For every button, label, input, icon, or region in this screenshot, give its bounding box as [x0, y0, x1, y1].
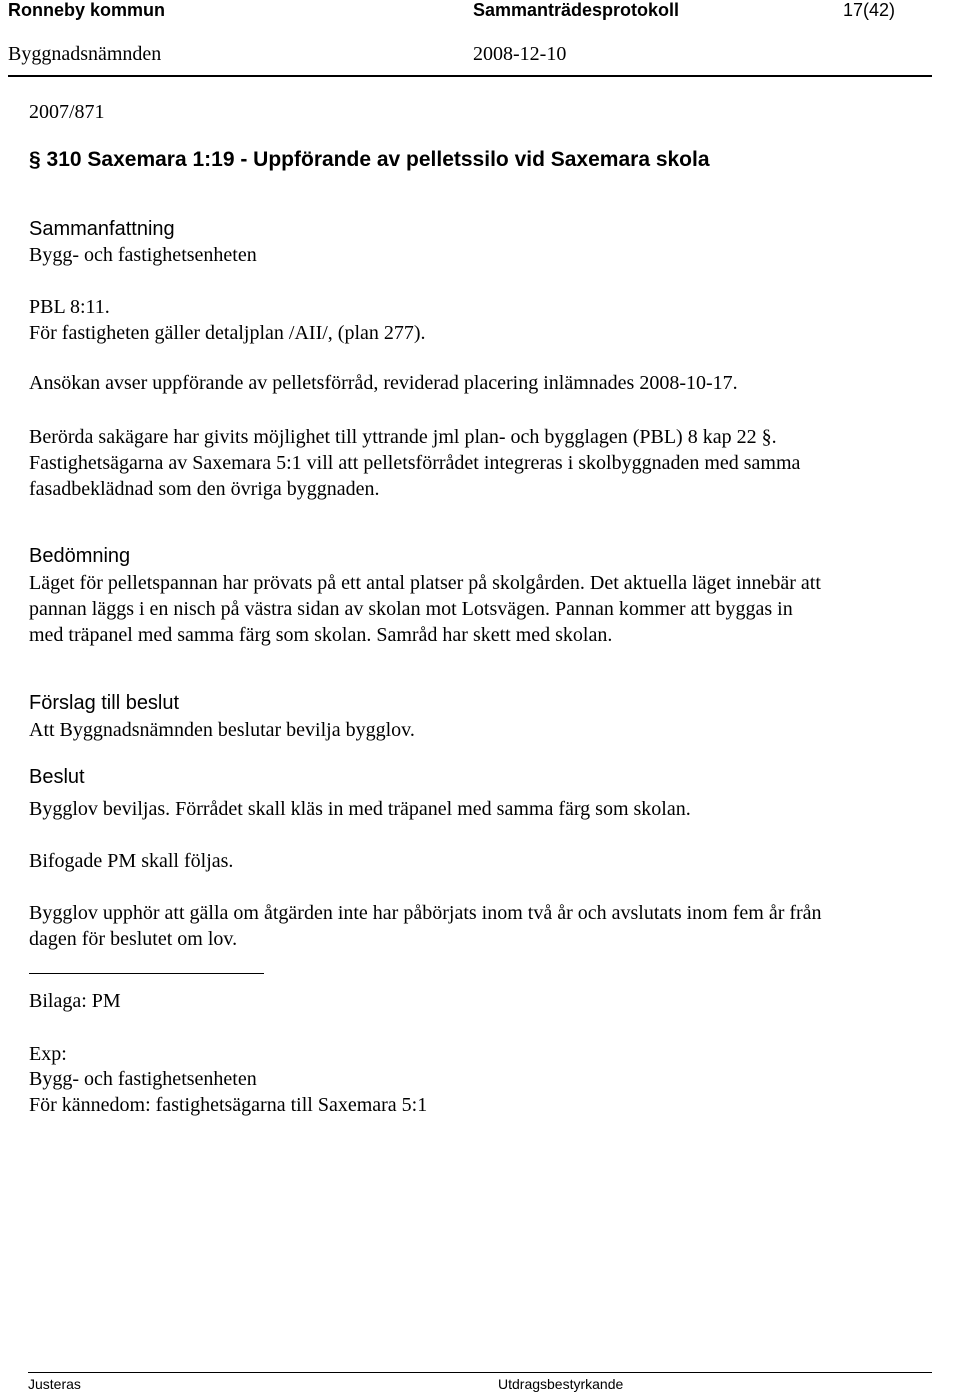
separator-line [29, 973, 264, 974]
assessment-line: med träpanel med samma färg som skolan. Samråd har skett med skolan. [29, 624, 613, 646]
proposal-text: Att Byggnadsnämnden beslutar bevilja bygglov. [29, 719, 415, 741]
decision-text: Bygglov upphör att gälla om åtgärden inte har påbörjats inom två år och avslutats inom fem år från [29, 902, 822, 924]
summary-line: Bygg- och fastighetsenheten [29, 244, 257, 266]
footer-divider [28, 1372, 932, 1373]
decision-text: Bifogade PM skall följas. [29, 850, 234, 872]
assessment-line: pannan läggs i en nisch på västra sidan av skolan mot Lotsvägen. Pannan kommer att byggas in [29, 598, 793, 620]
distribution-line: För kännedom: fastighetsägarna till Saxemara 5:1 [29, 1094, 428, 1116]
decision-text: Bygglov beviljas. Förrådet skall kläs in med träpanel med samma färg som skolan. [29, 798, 691, 820]
footer-utdragsbestyrkande: Utdragsbestyrkande [498, 1376, 624, 1392]
meeting-date: 2008-12-10 [473, 43, 567, 65]
header-divider [8, 75, 932, 77]
summary-line: Fastighetsägarna av Saxemara 5:1 vill att pelletsförrådet integreras i skolbyggnaden med samma [29, 452, 801, 474]
document-type: Sammanträdesprotokoll [473, 0, 680, 20]
sammanfattning-heading: Sammanfattning [29, 218, 175, 240]
case-title [29, 148, 710, 172]
case-reference: 2007/871 [29, 101, 105, 123]
summary-line: PBL 8:11. [29, 296, 110, 318]
page-number: 17(42) [843, 0, 896, 20]
summary-line: För fastigheten gäller detaljplan /AII/, (plan 277). [29, 322, 426, 344]
org-name: Ronneby kommun [8, 0, 166, 20]
attachment-note: Bilaga: PM [29, 990, 121, 1012]
distribution-line: Bygg- och fastighetsenheten [29, 1068, 257, 1090]
beslut-heading: Beslut [29, 766, 85, 788]
footer-justeras: Justeras [28, 1376, 81, 1392]
summary-line: fasadbeklädnad som den övriga byggnaden. [29, 478, 380, 500]
summary-line: Berörda sakägare har givits möjlighet till yttrande jml plan- och bygglagen (PBL) 8 kap 22 §. [29, 426, 777, 448]
distribution-label: Exp: [29, 1043, 67, 1065]
board-name: Byggnadsnämnden [8, 43, 162, 65]
forslag-heading: Förslag till beslut [29, 692, 180, 714]
decision-text: dagen för beslutet om lov. [29, 928, 238, 950]
bedomning-heading: Bedömning [29, 545, 131, 567]
case-title-text: 310 Saxemara 1:19 - Uppförande av pelletssilo vid Saxemara skola [46, 148, 710, 171]
summary-line: Ansökan avser uppförande av pelletsförråd, reviderad placering inlämnades 2008-10-17. [29, 372, 738, 394]
paragraph-symbol: § [29, 148, 41, 171]
assessment-line: Läget för pelletspannan har prövats på ett antal platser på skolgården. Det aktuella läget innebär att [29, 572, 821, 594]
